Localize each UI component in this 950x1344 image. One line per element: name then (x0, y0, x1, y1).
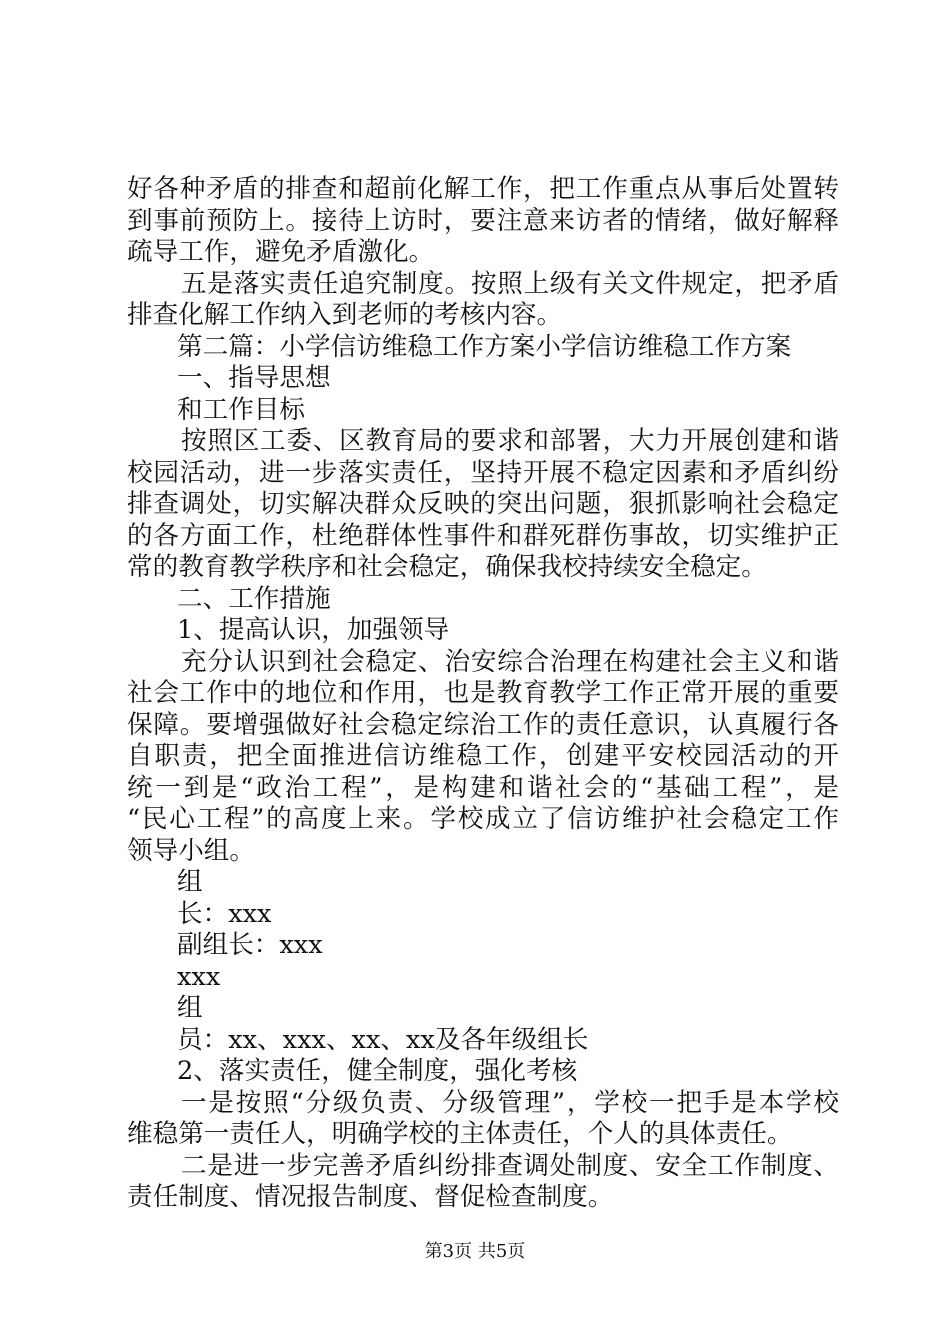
text-line: 校园活动，进一步落实责任，坚持开展不稳定因素和矛盾纠纷 (127, 457, 839, 488)
text-line: 组 (177, 867, 203, 897)
text-line: 二是进一步完善矛盾纠纷排查调处制度、安全工作制度、 (181, 1150, 839, 1181)
section-heading: 第二篇：小学信访维稳工作方案小学信访维稳工作方案 (177, 331, 792, 362)
text-line: 二、工作措施 (177, 583, 331, 614)
text-line: 责任制度、情况报告制度、督促检查制度。 (127, 1182, 614, 1212)
text-line: 领导小组。 (127, 835, 255, 866)
page-number: 第3页 共5页 (424, 1241, 526, 1262)
text-line: 排查化解工作纳入到老师的考核内容。 (127, 300, 563, 330)
text-line: “民心工程”的高度上来。学校成立了信访维护社会稳定工作 (127, 804, 839, 834)
text-line: 自职责，把全面推进信访维稳工作，创建平安校园活动的开 (127, 741, 839, 771)
text-line: 按照区工委、区教育局的要求和部署，大力开展创建和谐 (181, 426, 839, 456)
text-line: 统一到是“政治工程”，是构建和谐社会的“基础工程”，是 (127, 772, 839, 803)
text-line: 的各方面工作，杜绝群体性事件和群死群伤事故，切实维护正 (127, 520, 839, 551)
text-line: 保障。要增强做好社会稳定综治工作的责任意识，认真履行各 (127, 709, 839, 740)
text-line: 1、提高认识，加强领导 (177, 615, 450, 645)
text-line: 组 (177, 993, 203, 1023)
text-line: 到事前预防上。接待上访时，要注意来访者的情绪，做好解释 (127, 205, 839, 236)
text-line: 五是落实责任追究制度。按照上级有关文件规定，把矛盾 (181, 268, 839, 299)
text-line: 维稳第一责任人，明确学校的主体责任，个人的具体责任。 (127, 1119, 793, 1149)
text-line: 副组长：xxx (177, 930, 323, 960)
text-line: 排查调处，切实解决群众反映的突出问题，狠抓影响社会稳定 (127, 489, 839, 519)
document-body (127, 174, 839, 1214)
text-line: 长：xxx (177, 898, 272, 929)
text-line: 疏导工作，避免矛盾激化。 (127, 237, 435, 267)
text-line: 好各种矛盾的排查和超前化解工作，把工作重点从事后处置转 (127, 174, 839, 204)
page-footer (0, 1240, 950, 1264)
text-line: 和工作目标 (177, 394, 305, 425)
text-line: xxx (177, 961, 221, 992)
text-line: 2、落实责任，健全制度，强化考核 (177, 1056, 578, 1086)
text-line: 充分认识到社会稳定、治安综合治理在构建社会主义和谐 (181, 646, 839, 677)
text-line: 常的教育教学秩序和社会稳定，确保我校持续安全稳定。 (127, 552, 767, 582)
text-line: 一、指导思想 (177, 363, 331, 393)
text-line: 一是按照“分级负责、分级管理”，学校一把手是本学校 (181, 1087, 839, 1118)
text-line: 社会工作中的地位和作用，也是教育教学工作正常开展的重要 (127, 678, 839, 708)
text-line: 员：xx、xxx、xx、xx及各年级组长 (177, 1024, 589, 1055)
